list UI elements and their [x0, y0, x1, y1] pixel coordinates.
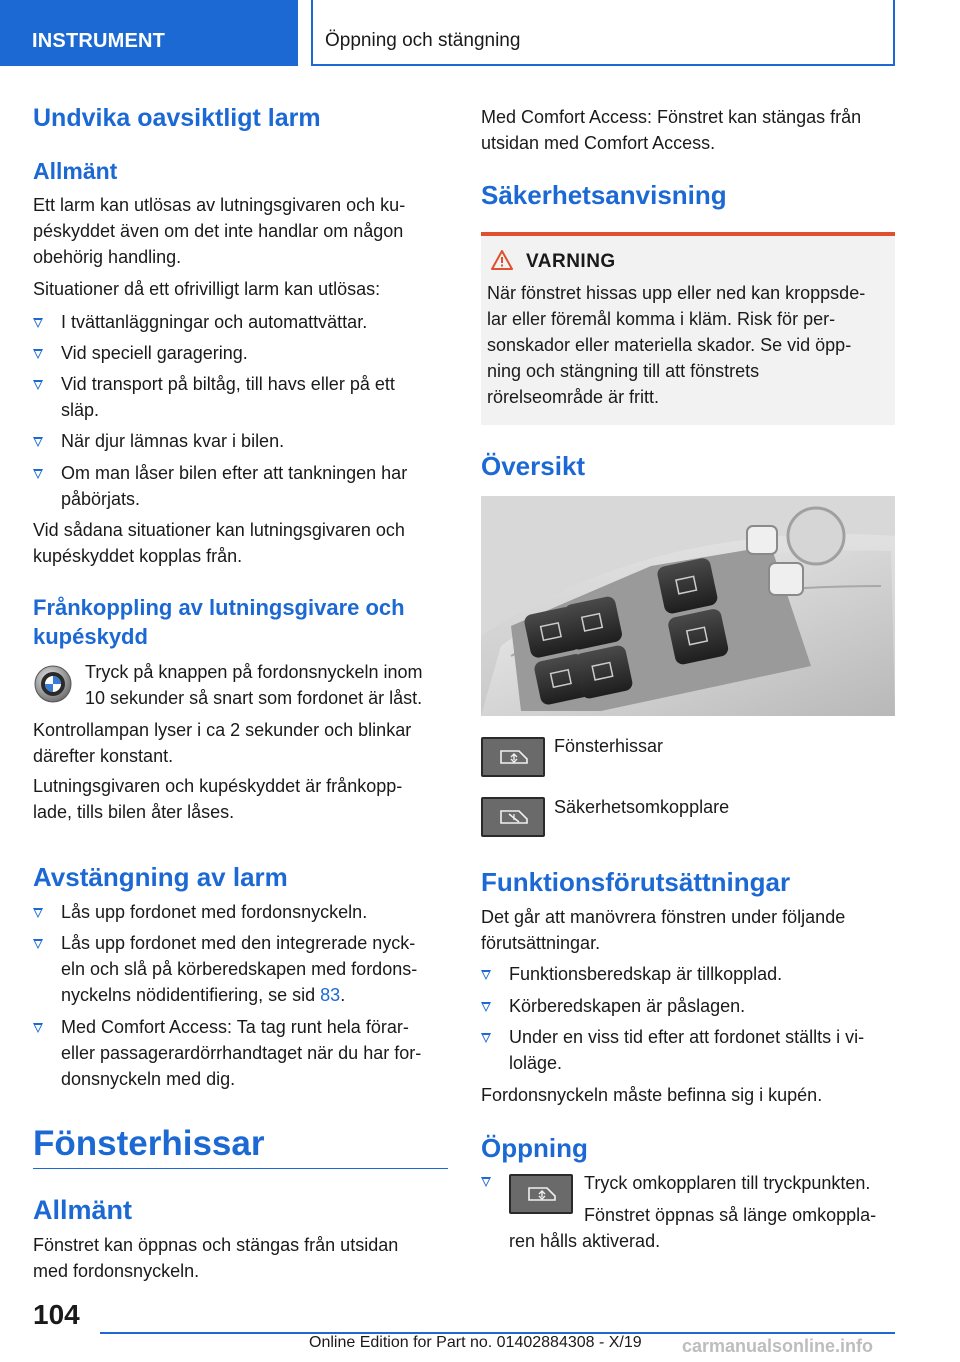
heading-line: Frånkoppling av lutningsgivare och — [33, 595, 405, 620]
text-line: péskyddet även om det inte handlar om någon — [33, 221, 404, 241]
text-span: . — [340, 985, 346, 1005]
window-lifter-switch-icon — [481, 737, 545, 777]
warning-box — [481, 232, 895, 425]
heading-oversikt: Översikt — [481, 451, 586, 481]
oppning-step: Tryck omkopplaren till tryckpunkten. — [584, 1173, 871, 1193]
oppning-text-line-2: ren hålls aktiverad. — [509, 1231, 661, 1251]
list-item — [33, 930, 417, 1008]
list-item — [33, 899, 367, 925]
bullet-triangle-icon — [33, 318, 43, 328]
heading-sakerhetsanvisning: Säkerhetsanvisning — [481, 180, 727, 210]
list-item-text: påbörjats. — [61, 489, 141, 509]
heading-undvika-larm: Undvika oavsiktligt larm — [33, 104, 321, 132]
bullet-triangle-icon — [481, 1002, 491, 1012]
page-link[interactable]: 83 — [320, 985, 341, 1005]
paragraph-kontrollampa — [33, 717, 411, 769]
list-item — [33, 371, 395, 423]
paragraph-situations-end — [33, 517, 405, 569]
chapter-title: Öppning och stängning — [325, 30, 521, 51]
list-item-text: Vid speciell garagering. — [61, 343, 248, 363]
warning-title: VARNING — [526, 251, 616, 272]
paragraph-key-press — [85, 659, 445, 711]
heading-oppning: Öppning — [481, 1133, 588, 1163]
bullet-triangle-icon — [33, 437, 43, 447]
bullet-triangle-icon — [33, 908, 43, 918]
list-item-text: Vid transport på biltåg, till havs eller på ett — [61, 374, 395, 394]
list-item-text: Lås upp fordonet med fordonsnyckeln. — [61, 902, 368, 922]
text-line: utsidan med Comfort Access. — [481, 133, 716, 153]
heading-allmant: Allmänt — [33, 158, 118, 184]
text-line: Vid sådana situationer kan lutningsgivaren och — [33, 520, 405, 540]
list-item-text: eller passagerardörrhandtaget när du har for- — [61, 1043, 422, 1063]
oppning-text-line-1: Fönstret öppnas så länge omkoppla- — [584, 1205, 877, 1225]
bullet-triangle-icon — [33, 939, 43, 949]
text-line: Fönstret kan öppnas och stängas från utsidan — [33, 1235, 399, 1255]
text-line: lade, tills bilen åter låses. — [33, 802, 235, 822]
bullet-triangle-icon — [33, 1023, 43, 1033]
paragraph-situations: Situationer då ett ofrivilligt larm kan utlösas: — [33, 279, 381, 299]
list-item — [33, 340, 248, 366]
list-item — [33, 1014, 421, 1092]
list-item-text: Körberedskapen är påslagen. — [509, 996, 746, 1016]
paragraph-fonster-allmant — [33, 1232, 398, 1284]
list-item-text: Under en viss tid efter att fordonet ställts i vi- — [509, 1027, 865, 1047]
list-item — [33, 460, 407, 512]
text-line: Ett larm kan utlösas av lutningsgivaren och ku- — [33, 195, 406, 215]
text-line: lar eller föremål komma i kläm. Risk för per- — [487, 309, 836, 329]
footer-edition: Online Edition for Part no. 01402884308 - X/19 — [309, 1334, 642, 1351]
heading-line: kupéskydd — [33, 624, 148, 649]
list-item-text: I tvättanläggningar och automattvättar. — [61, 312, 368, 332]
legend-fonsterhissar: Fönsterhissar — [554, 736, 664, 756]
section-title: INSTRUMENT — [32, 30, 166, 52]
bullet-triangle-icon — [33, 380, 43, 390]
warning-triangle-icon — [491, 250, 513, 272]
heading-fonsterhissar: Fönsterhissar — [33, 1124, 265, 1163]
list-item — [33, 428, 284, 454]
bullet-triangle-icon — [481, 970, 491, 980]
list-item-text: När djur lämnas kvar i bilen. — [61, 431, 285, 451]
window-switch-panel-image — [481, 496, 895, 716]
text-line: Med Comfort Access: Fönstret kan stängas från — [481, 107, 862, 127]
text-line: sonskador eller materiella skador. Se vid öpp- — [487, 335, 852, 355]
heading-funktionsforutsattningar: Funktionsförutsättningar — [481, 867, 791, 897]
text-line: med fordonsnyckeln. — [33, 1261, 200, 1281]
text-line: obehörig handling. — [33, 247, 182, 267]
text-line: När fönstret hissas upp eller ned kan kroppsde- — [487, 283, 866, 303]
list-item-text: Funktionsberedskap är tillkopplad. — [509, 964, 783, 984]
text-line: därefter konstant. — [33, 746, 174, 766]
text-line: kupéskyddet kopplas från. — [33, 546, 243, 566]
text-line: ning och stängning till att fönstrets — [487, 361, 760, 381]
list-item-text: loläge. — [509, 1053, 563, 1073]
text-line: Lutningsgivaren och kupéskyddet är frånkopp- — [33, 776, 403, 796]
window-lifter-switch-icon — [509, 1174, 573, 1214]
chapter-tab — [311, 0, 895, 66]
heading-allmant-2: Allmänt — [33, 1195, 133, 1225]
heading-frankoppling — [33, 593, 405, 651]
watermark: carmanualsonline.info — [682, 1336, 874, 1356]
list-item-text — [61, 982, 417, 1008]
bullet-triangle-icon — [33, 349, 43, 359]
paragraph-lutningsgivaren — [33, 773, 402, 825]
list-item-text: Med Comfort Access: Ta tag runt hela förar- — [61, 1017, 409, 1037]
heading-divider — [33, 1168, 448, 1169]
bullet-triangle-icon — [33, 469, 43, 479]
list-item — [481, 993, 745, 1019]
paragraph-alarm-intro — [33, 192, 448, 270]
paragraph-funktion — [481, 904, 845, 956]
bullet-triangle-icon — [481, 1033, 491, 1043]
text-line: förutsättningar. — [481, 933, 601, 953]
warning-text — [487, 280, 892, 410]
vehicle-key-icon — [34, 665, 72, 703]
list-item-text: donsnyckeln med dig. — [61, 1069, 236, 1089]
text-line: Tryck på knappen på fordonsnyckeln inom — [85, 662, 423, 682]
list-item-text: Lås upp fordonet med den integrerade nyck- — [61, 933, 416, 953]
list-item — [33, 309, 367, 335]
list-item — [481, 961, 782, 987]
list-item — [481, 1024, 864, 1076]
text-line: Kontrollampan lyser i ca 2 sekunder och blinkar — [33, 720, 412, 740]
section-tab — [0, 0, 298, 66]
text-line: 10 sekunder så snart som fordonet är låst. — [85, 688, 423, 708]
text-span: nyckelns nödidentifiering, se sid — [61, 985, 321, 1005]
legend-sakerhetsomkopplare: Säkerhetsomkopplare — [554, 797, 730, 817]
list-item-text: släp. — [61, 400, 100, 420]
list-item-text: eln och slå på körberedskapen med fordons- — [61, 959, 418, 979]
text-line: Det går att manövrera fönstren under följande — [481, 907, 846, 927]
list-item-text: Om man låser bilen efter att tankningen har — [61, 463, 408, 483]
safety-switch-icon — [481, 797, 545, 837]
page-number: 104 — [33, 1299, 80, 1330]
heading-avstangning: Avstängning av larm — [33, 862, 288, 892]
paragraph-comfort-access — [481, 104, 861, 156]
paragraph-fordonsnyckeln: Fordonsnyckeln måste befinna sig i kupén. — [481, 1085, 823, 1105]
text-line: rörelseområde är fritt. — [487, 387, 660, 407]
bullet-triangle-icon — [481, 1177, 493, 1189]
